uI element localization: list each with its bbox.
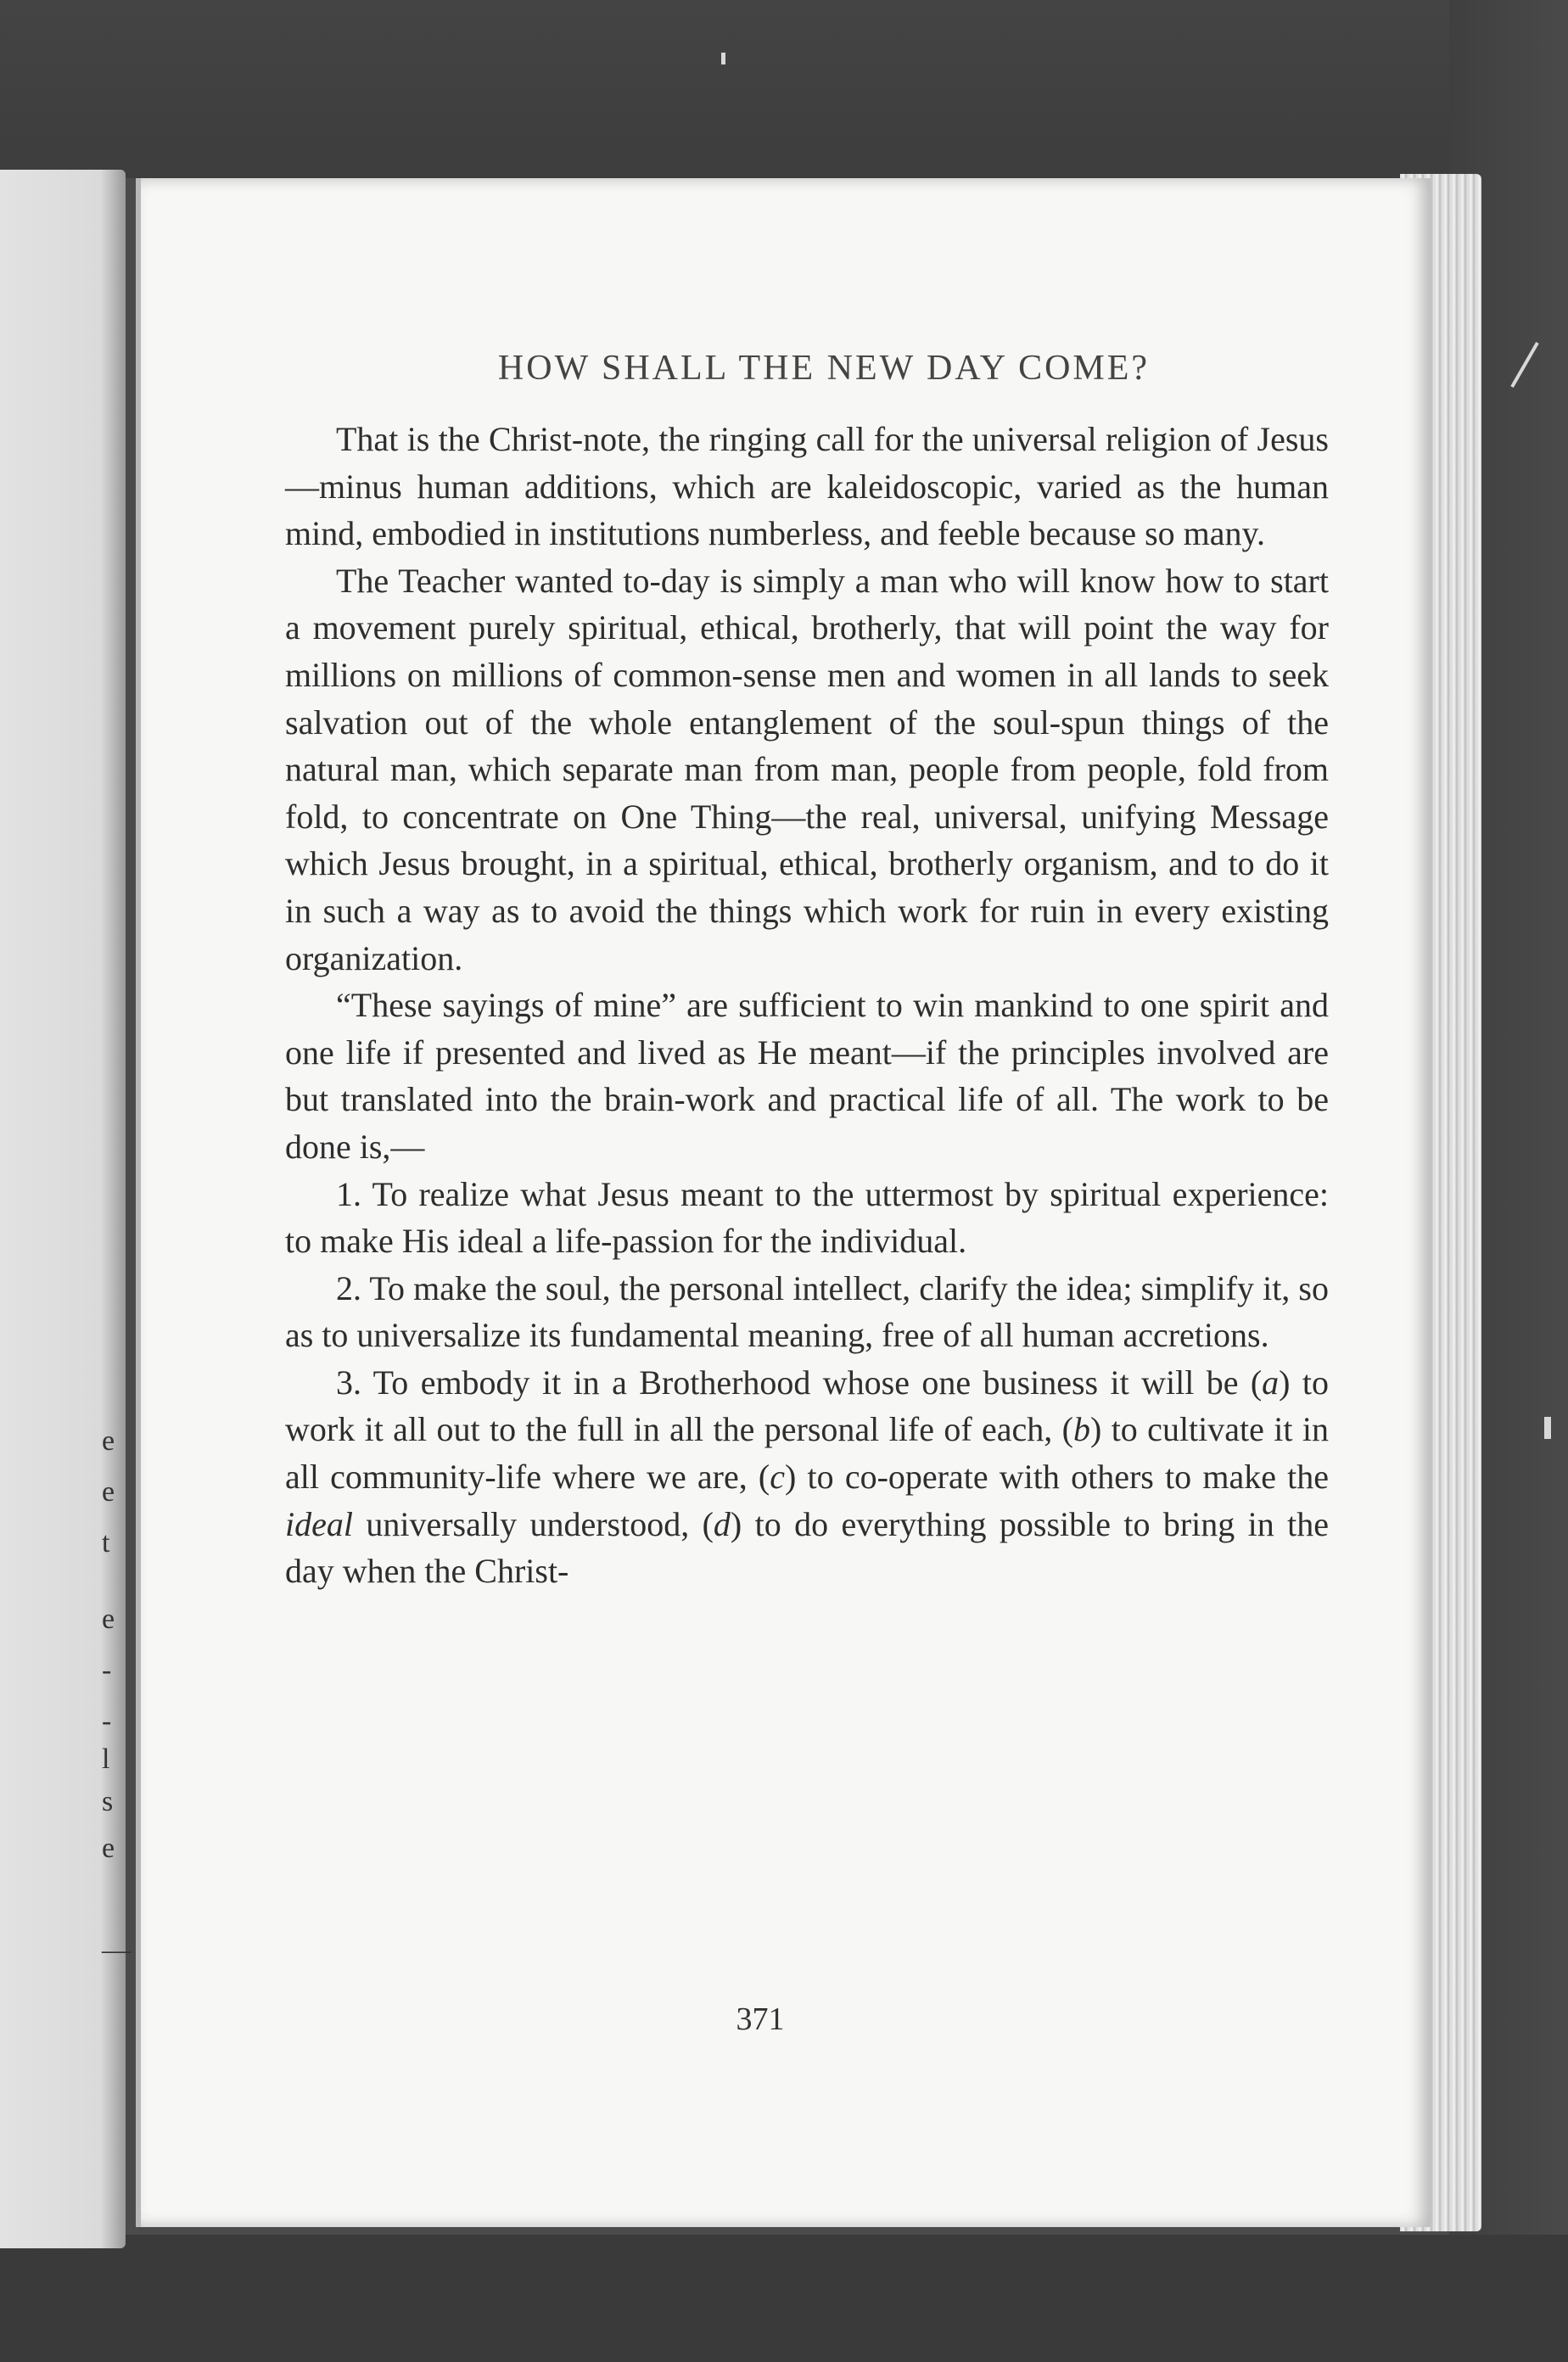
text-run: 3. To embody it in a Brotherhood whose one business it will be ( <box>336 1363 1263 1402</box>
background-top <box>0 0 1568 178</box>
text-run: ) to co-operate with others to make the <box>785 1458 1329 1497</box>
left-page-fragment: l <box>102 1744 110 1775</box>
facing-left-page <box>0 170 131 2248</box>
left-page-fragment: e <box>102 1476 115 1508</box>
left-page-fragment: t <box>102 1527 110 1559</box>
body-text <box>285 416 1329 1595</box>
left-page-fragment: — <box>102 1934 131 1966</box>
text-run: ) to do everything possible to bring in the day when the Christ- <box>285 1504 1329 1591</box>
italic-letter: a <box>1262 1363 1280 1402</box>
left-page-fragment: e <box>102 1833 115 1864</box>
paragraph: “These sayings of mine” are sufficient to win mankind to one spirit and one life if presented and lived as He meant—if the principles involved are but translated into the brain-work and practical life of all. The work to be done is,— <box>285 986 1329 1166</box>
text-run: ) to cultivate it in all community-life where we are, ( <box>285 1410 1329 1497</box>
left-page-fragment: e <box>102 1604 115 1635</box>
page-number: 371 <box>736 2001 785 2037</box>
scan-speck <box>721 53 725 64</box>
numbered-item: 1. To realize what Jesus meant to the uttermost by spiritual experience: to make His ideal a life-passion for the individual. <box>285 1174 1329 1261</box>
italic-letter: b <box>1073 1410 1090 1449</box>
running-head: HOW SHALL THE NEW DAY COME? <box>497 349 1151 388</box>
left-page-fragment: - <box>102 1705 112 1737</box>
background-bottom <box>0 2235 1568 2362</box>
numbered-item <box>285 1359 1329 1595</box>
numbered-item: 2. To make the soul, the personal intellect, clarify the idea; simplify it, so as to universalize its fundamental meaning, free of all human accretions. <box>285 1268 1329 1355</box>
left-page-fragment: - <box>102 1654 112 1686</box>
text-run: ) to work it all out to the full in all the personal life of each, ( <box>285 1363 1329 1449</box>
left-page-fragment: s <box>102 1786 114 1817</box>
italic-letter: c <box>770 1458 786 1497</box>
scan-speck <box>1544 1417 1551 1439</box>
book-page <box>136 178 1431 2227</box>
italic-word: ideal <box>285 1504 353 1543</box>
italic-letter: d <box>713 1504 731 1543</box>
paragraph: That is the Christ-note, the ringing call for the universal religion of Jesus—minus human additions, which are kaleidoscopic, varied as the human mind, embodied in institutions numberless, and feeble because so many. <box>285 420 1329 553</box>
text-run: universally understood, ( <box>352 1504 714 1543</box>
paragraph: The Teacher wanted to-day is simply a man who will know how to start a movement purely spiritual, ethical, brotherly, that will point the way for millions on millions of common-sense men and women in all lands to seek salvation out of the whole entanglement of the soul-spun things of the natural man, which separate man from man, people from people, fold from fold, to concentrate on One Thing—the real, universal, unifying Message which Jesus brought, in a spiritual, ethical, brotherly organism, and to do it in such a way as to avoid the things which work for ruin in every existing organization. <box>285 561 1329 977</box>
left-page-fragment: e <box>102 1425 115 1457</box>
